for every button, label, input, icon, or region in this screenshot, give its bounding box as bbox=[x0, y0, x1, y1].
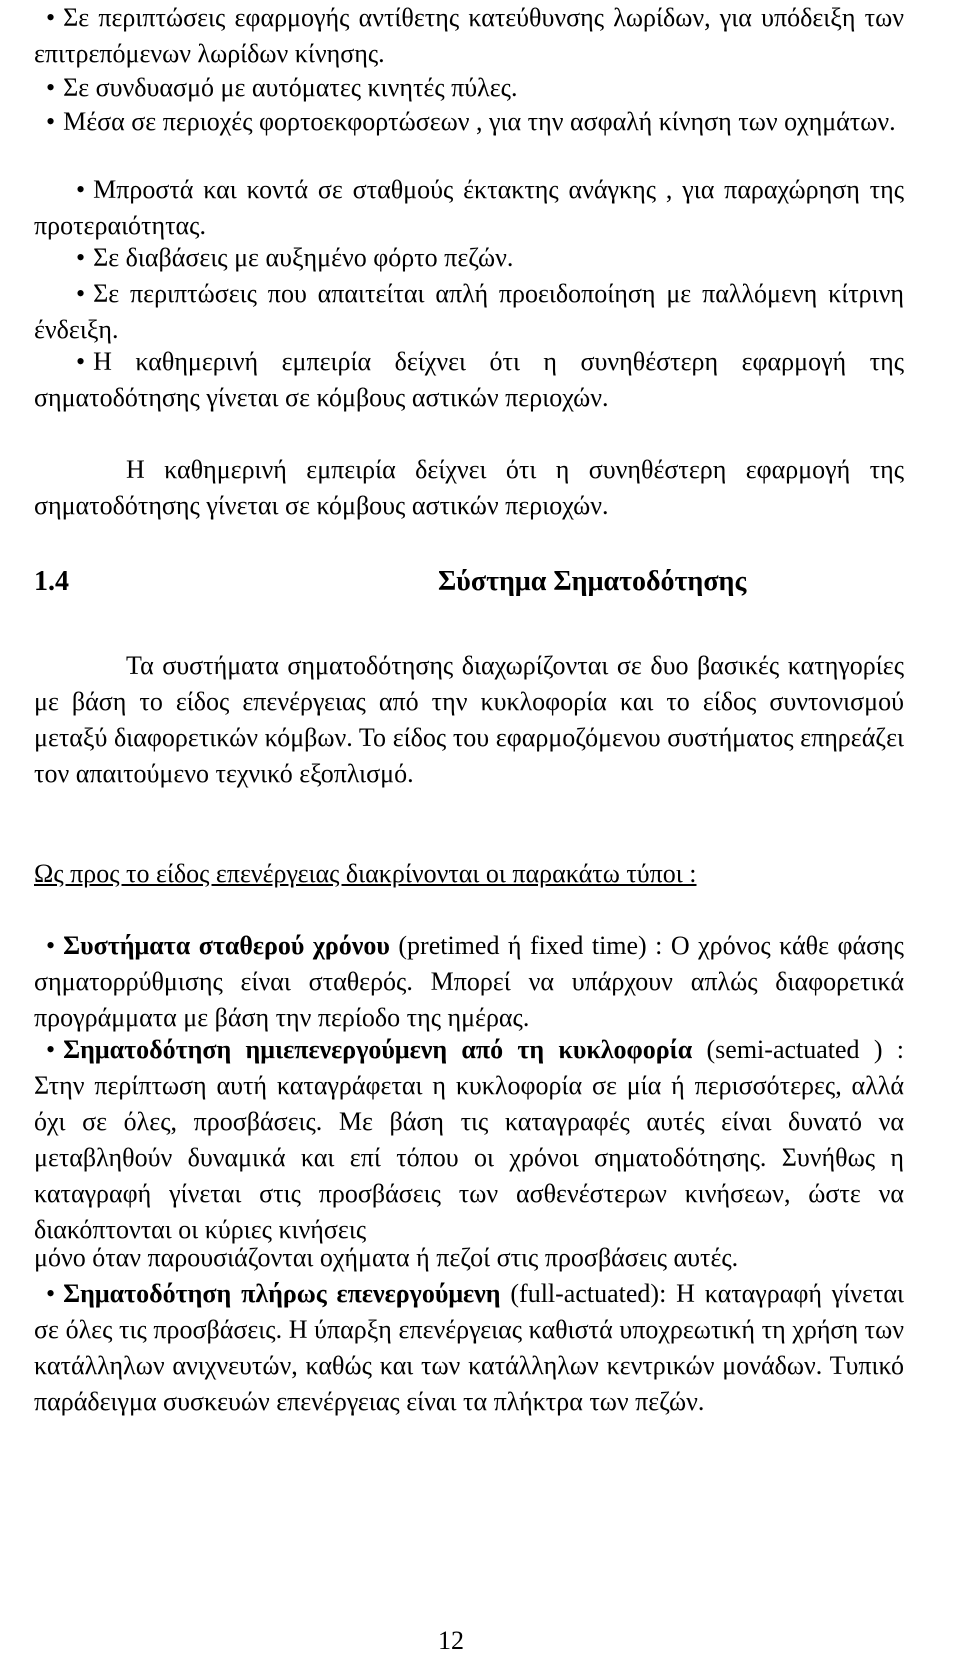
bullet-text: Σε περιπτώσεις εφαρμογής αντίθετης κατεύθυνσης λωρίδων, για υπόδειξη των επιτρεπόμενων λωρίδων κίνησης. bbox=[34, 3, 904, 68]
bullet-icon: • bbox=[76, 279, 86, 308]
bullet-text: Μέσα σε περιοχές φορτοεκφορτώσεων , για την ασφαλή κίνηση των οχημάτων. bbox=[63, 107, 896, 136]
bullet-icon: • bbox=[46, 1279, 56, 1308]
bullet-text: Μπροστά και κοντά σε σταθμούς έκτακτης ανάγκης , για παραχώρηση της προτεραιότητας. bbox=[34, 175, 904, 240]
subheading: Ως προς το είδος επενέργειας διακρίνονται οι παρακάτω τύποι : bbox=[34, 859, 697, 888]
bullet-icon: • bbox=[76, 175, 86, 204]
bullet-icon: • bbox=[46, 1035, 56, 1064]
type-name: Σηματοδότηση πλήρως επενεργούμενη bbox=[63, 1279, 501, 1308]
bullet-icon: • bbox=[46, 931, 56, 960]
type-text: (pretimed ή fixed time) : Ο χρόνος κάθε φάσης σηματορρύθμισης είναι σταθερός. Μπορεί να υπάρχουν απλώς διαφορετικά προγράμματα με βάση την περίοδο της ημέρας. bbox=[34, 931, 904, 1032]
section-number: 1.4 bbox=[34, 566, 69, 597]
type-item bbox=[34, 928, 904, 1036]
bullet-item bbox=[34, 0, 904, 72]
bullet-text: Σε συνδυασμό με αυτόματες κινητές πύλες. bbox=[63, 73, 518, 102]
section-title: Σύστημα Σηματοδότησης bbox=[438, 566, 747, 597]
page-number: 12 bbox=[438, 1626, 464, 1655]
type-last-line: μόνο όταν παρουσιάζονται οχήματα ή πεζοί στις προσβάσεις αυτές. bbox=[34, 1243, 739, 1272]
bullet-text: Η καθημερινή εμπειρία δείχνει ότι η συνηθέστερη εφαρμογή της σηματοδότησης γίνεται σε κόμβους αστικών περιοχών. bbox=[34, 347, 904, 412]
bullet-item bbox=[34, 344, 904, 416]
type-item bbox=[34, 1276, 904, 1420]
paragraph-text: Η καθημερινή εμπειρία δείχνει ότι η συνηθέστερη εφαρμογή της σηματοδότησης γίνεται σε κόμβους αστικών περιοχών. bbox=[34, 455, 904, 520]
bullet-icon: • bbox=[46, 3, 56, 32]
type-name: Συστήματα σταθερού χρόνου bbox=[63, 931, 390, 960]
paragraph-text: Τα συστήματα σηματοδότησης διαχωρίζονται σε δυο βασικές κατηγορίες με βάση το είδος επενέργειας από την κυκλοφορία και το είδος συντονισμού μεταξύ διαφορετικών κόμβων. Το είδος του εφαρμοζόμενου συστήματος επηρεάζει τον απαιτούμενο τεχνικό εξοπλισμό. bbox=[34, 651, 904, 788]
intro-paragraph bbox=[34, 648, 904, 792]
bullet-icon: • bbox=[76, 243, 86, 272]
paragraph bbox=[34, 452, 904, 524]
type-item bbox=[34, 1032, 904, 1248]
bullet-icon: • bbox=[46, 73, 56, 102]
bullet-icon: • bbox=[76, 347, 86, 376]
type-text: (full-actuated): Η καταγραφή γίνεται σε όλες τις προσβάσεις. Η ύπαρξη επενέργειας καθιστά υποχρεωτική τη χρήση των κατάλληλων ανιχνευτών, καθώς και των κατάλληλων κεντρικών μονάδων. Τυπικό παράδειγμα συσκευών επενέργειας είναι τα πλήκτρα των πεζών. bbox=[34, 1279, 904, 1416]
type-text: (semi-actuated ) : Στην περίπτωση αυτή καταγράφεται η κυκλοφορία σε μία ή περισσότερες, αλλά όχι σε όλες, προσβάσεις. Με βάση τις καταγραφές αυτές είναι δυνατό να μεταβληθούν δυναμικά και επί τόπου οι χρόνοι σηματοδότησης. Συνήθως η καταγραφή γίνεται στις προσβάσεις των ασθενέστερων κινήσεων, ώστε να διακόπτονται οι κύριες κινήσεις bbox=[34, 1035, 904, 1244]
bullet-text: Σε περιπτώσεις που απαιτείται απλή προειδοποίηση με παλλόμενη κίτρινη ένδειξη. bbox=[34, 279, 904, 344]
bullet-item bbox=[34, 70, 904, 106]
bullet-item bbox=[34, 276, 904, 348]
bullet-icon: • bbox=[46, 107, 56, 136]
bullet-item bbox=[34, 240, 904, 276]
bullet-item bbox=[34, 104, 904, 140]
type-name: Σηματοδότηση ημιεπενεργούμενη από τη κυκλοφορία bbox=[63, 1035, 693, 1064]
bullet-text: Σε διαβάσεις με αυξημένο φόρτο πεζών. bbox=[93, 243, 514, 272]
bullet-item bbox=[34, 172, 904, 244]
